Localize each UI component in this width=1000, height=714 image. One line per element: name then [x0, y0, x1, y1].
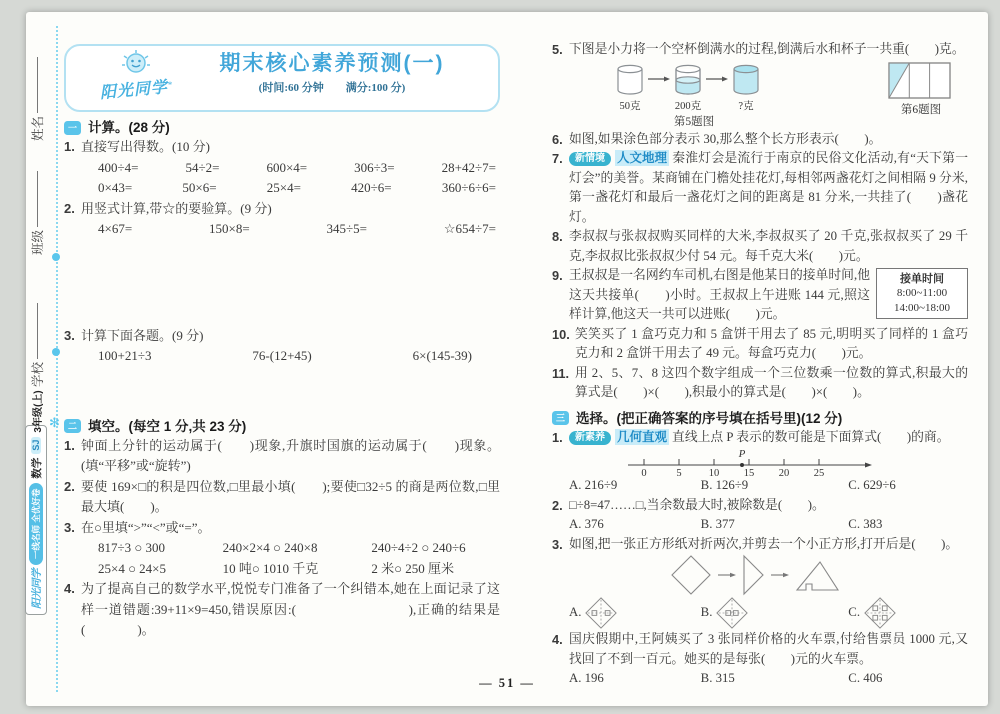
name-blank-line — [36, 57, 38, 113]
shaded-rectangle-figure — [888, 62, 954, 121]
point-p-dot — [740, 463, 744, 467]
comparison: 817÷3 ○ 300 — [98, 540, 165, 555]
question-text: 直线上点 P 表示的数可能是下面算式( )的商。 — [672, 429, 950, 444]
question-number: 1. — [64, 139, 75, 154]
question-number: 2. — [552, 497, 563, 513]
question-number: 8. — [552, 229, 563, 244]
calc-q1-label — [64, 137, 500, 158]
test-title-box — [64, 44, 500, 112]
option: A. 376 — [569, 517, 604, 531]
section-three-icon: 三 — [552, 411, 569, 425]
option: B. 377 — [700, 517, 735, 531]
work-space — [64, 240, 500, 326]
section-one-icon: 一 — [64, 121, 81, 135]
section-choice-heading — [552, 411, 968, 426]
fill-q3-label — [64, 518, 500, 539]
binding-flower-icon: ✻ — [49, 415, 60, 430]
question-number: 4. — [64, 581, 75, 596]
spine-edition-badge: SJ — [31, 437, 41, 454]
question-text: 钟面上分针的运动属于( )现象,升旗时国旗的运动属于( )现象。(填“平移”或“旋转”) — [81, 437, 500, 473]
binding-dot-icon — [52, 253, 60, 261]
question-text: 下图是小力将一个空杯倒满水的过程,倒满后水和杯子一共重( )克。 — [569, 42, 965, 56]
expression: 420÷6= — [351, 180, 392, 195]
question-number: 5. — [552, 42, 563, 57]
order-time-afternoon: 14:00~18:00 — [893, 301, 951, 314]
student-class-field — [29, 171, 45, 255]
oral-calc-row-1 — [64, 158, 500, 179]
fold-sequence-figure — [552, 554, 968, 596]
expression: 6×(145-39) — [412, 348, 472, 363]
question-text: 秦淮灯会是流行于南京的民俗文化活动,有“天下第一灯会”的美誉。某商铺在门檐处挂花灯,每相邻两盏花灯之间相隔 9 分米,第一盏花灯和最后一盏花灯之间的距离是 81 分米,一共挂了( )盏花灯。 — [569, 151, 968, 224]
fill-q1 — [64, 436, 500, 477]
expression: 54÷2= — [185, 159, 220, 175]
fill-q4 — [64, 579, 500, 641]
page-title: 期末核心素养预测(一) — [219, 52, 445, 75]
fill-q11 — [552, 364, 968, 403]
figure6-caption: 第6题图 — [900, 103, 942, 116]
question-text: 用竖式计算,带☆的要验算。(9 分) — [81, 200, 272, 216]
section-calc-heading — [64, 120, 500, 135]
expression: 76-(12+45) — [252, 348, 312, 363]
book-spine-box — [25, 390, 47, 615]
question-text: 王叔叔是一名网约车司机,右图是他某日的接单时间,他这天共接单( )小时。王叔叔上午进账 144 元,照这样计算,他这天一共可以进账( )元。 — [569, 268, 870, 321]
option-letter: C. — [848, 605, 861, 620]
point-p-label: P — [738, 449, 746, 460]
sun-icon — [116, 49, 156, 75]
option: C. 406 — [848, 671, 883, 685]
section-fill-heading — [64, 419, 500, 434]
option-letter: A. — [569, 605, 582, 620]
class-label: 班级 — [31, 229, 45, 255]
expression: 306÷3= — [354, 159, 395, 175]
tick-label: 20 — [778, 468, 790, 477]
choice-q1 — [552, 428, 968, 448]
cups-figure — [610, 62, 778, 133]
publisher-logo — [80, 49, 192, 102]
student-name-field — [29, 57, 45, 141]
option: C. 629÷6 — [848, 478, 896, 492]
question-text: □÷8=47……□,当余数最大时,被除数是( )。 — [569, 497, 825, 512]
option-letter: B. — [700, 605, 713, 620]
figures-row — [552, 60, 968, 130]
tick-label: 0 — [641, 468, 647, 477]
question-text: 要使 169×□的积是四位数,□里最小填( );要使□32÷5 的商是两位数,□里最大填( )。 — [81, 478, 500, 514]
tick-label: 15 — [743, 468, 755, 477]
binding-dot-icon — [52, 348, 60, 356]
question-text: 如图,如果涂色部分表示 30,那么整个长方形表示( )。 — [569, 131, 882, 146]
cup-weight-label: 50克 — [619, 100, 641, 112]
compare-row-2 — [64, 559, 500, 580]
section-fill-title: 填空。(每空 1 分,共 23 分) — [88, 418, 247, 434]
fill-q9 — [552, 266, 968, 325]
left-column — [64, 44, 500, 641]
fill-q7 — [552, 149, 968, 227]
question-number: 3. — [552, 536, 563, 552]
option: C. 383 — [848, 517, 883, 531]
choice-q2-options — [552, 515, 968, 535]
binding-dotted-line — [56, 26, 58, 692]
work-space — [64, 367, 500, 411]
option: B. 126÷9 — [700, 478, 749, 492]
expression: 25×4= — [266, 180, 301, 195]
calc-q3-label — [64, 326, 500, 347]
comparison: 10 吨○ 1010 千克 — [222, 560, 319, 576]
fold-option-c — [848, 596, 968, 630]
student-school-field — [29, 303, 45, 387]
expression: ☆654÷7= — [443, 221, 496, 236]
fill-q5 — [552, 40, 968, 60]
section-calc-title: 计算。(28 分) — [88, 120, 170, 135]
order-time-title: 接单时间 — [900, 273, 944, 285]
comparison: 25×4 ○ 24×5 — [98, 560, 167, 576]
question-number: 11. — [552, 365, 570, 381]
question-text: 直接写出得数。(10 分) — [81, 139, 210, 154]
question-number: 2. — [64, 478, 75, 494]
option: A. 216÷9 — [569, 478, 618, 492]
fill-q10 — [552, 325, 968, 364]
question-number: 6. — [552, 131, 563, 147]
comparison: 240÷4÷2 ○ 240÷6 — [371, 540, 466, 555]
comparison: 240×2×4 ○ 240×8 — [222, 540, 318, 555]
spine-grade: 3年级(上) — [32, 390, 44, 433]
choice-q2 — [552, 496, 968, 516]
question-text: 计算下面各题。(9 分) — [81, 327, 204, 343]
expression: 150×8= — [209, 221, 250, 236]
expression: 600×4= — [266, 159, 308, 175]
expression: 360÷6÷6= — [441, 180, 496, 195]
fill-q2 — [64, 477, 500, 518]
cup-weight-label: ?克 — [738, 100, 754, 112]
mixed-calc-row — [64, 346, 500, 367]
expression: 4×67= — [98, 221, 133, 236]
tick-label: 25 — [813, 468, 825, 477]
question-number: 4. — [552, 632, 563, 647]
fold-option-b-figure — [715, 596, 749, 630]
question-text: 李叔叔与张叔叔购买同样的大米,李叔叔买了 20 千克,张叔叔买了 29 千克,李叔叔比张叔叔少付 54 元。每千克大米( )元。 — [569, 229, 968, 263]
logo-text: 阳光同学 — [99, 79, 169, 102]
option: A. 196 — [569, 671, 604, 685]
order-time-morning: 8:00~11:00 — [896, 287, 948, 300]
question-number: 3. — [64, 519, 75, 535]
question-text: 用 2、5、7、8 这四个数字组成一个三位数乘一位数的算式,积最大的算式是( )×( ),积最小的算式是( )×( )。 — [575, 365, 968, 399]
question-text: 为了提高自己的数学水平,悦悦专门准备了一个纠错本,她在上面记录了这样一道错题:39+11×9=450,错误原因:( ),正确的结果是( )。 — [81, 581, 500, 637]
section-two-icon: 二 — [64, 419, 81, 433]
question-text: 如图,把一张正方形纸对折两次,并剪去一个小正方形,打开后是( )。 — [569, 536, 959, 551]
new-literacy-badge: 新素养 — [569, 431, 611, 445]
geometric-intuition-tag: 几何直观 — [617, 429, 668, 444]
tick-label: 10 — [708, 468, 720, 477]
spine-series-badge: 一线名师 全优好卷 — [29, 483, 43, 565]
expression: 345÷5= — [326, 221, 367, 236]
order-time-box — [876, 268, 968, 319]
class-blank-line — [36, 171, 38, 227]
page-number: — 51 — — [479, 676, 535, 690]
question-number: 3. — [64, 327, 75, 343]
fill-q6 — [552, 130, 968, 150]
question-number: 10. — [552, 326, 570, 342]
section-choice-title: 选择。(把正确答案的序号填在括号里)(12 分) — [576, 410, 843, 426]
spine-logo: 阳光同学 — [30, 569, 43, 609]
expression: 100+21÷3 — [98, 348, 152, 363]
new-context-badge: 新情境 — [569, 152, 611, 166]
expression: 28+42÷7= — [441, 159, 496, 175]
comparison: 2 米○ 250 厘米 — [371, 560, 454, 576]
tick-label: 5 — [676, 468, 682, 477]
fold-option-a-figure — [584, 596, 618, 630]
choice-q1-options — [552, 476, 968, 496]
cup-weight-label: 200克 — [674, 100, 702, 112]
humanities-geography-tag: 人文地理 — [617, 151, 668, 165]
question-text: 国庆假期中,王阿姨买了 3 张同样价格的火车票,付给售票员 1000 元,又找回了不到一百元。她买的是每张( )元的火车票。 — [569, 632, 968, 666]
question-number: 1. — [552, 429, 563, 445]
right-column — [552, 40, 968, 689]
test-time-score: (时间:60 分钟 满分:100 分) — [258, 81, 406, 94]
expression: 400÷4= — [98, 159, 139, 175]
question-text: 笑笑买了 1 盒巧克力和 5 盒饼干用去了 85 元,明明买了同样的 1 盒巧克力和 2 盒饼干用去了 49 元。每盒巧克力( )元。 — [575, 326, 968, 360]
spine-subject: 数学 — [30, 457, 43, 479]
fill-q8 — [552, 227, 968, 266]
choice-q3 — [552, 535, 968, 555]
figure5-caption: 第5题图 — [673, 115, 715, 128]
expression: 50×6= — [182, 180, 217, 195]
logo-mark: * — [167, 80, 173, 90]
question-text: 在○里填“>”“<”或“=”。 — [81, 519, 211, 535]
vertical-calc-row — [64, 219, 500, 240]
number-line-figure — [626, 449, 968, 475]
question-number: 9. — [552, 268, 563, 283]
question-number: 2. — [64, 200, 75, 216]
oral-calc-row-2 — [64, 178, 500, 199]
option: B. 315 — [700, 671, 735, 685]
school-blank-line — [36, 303, 38, 359]
compare-row-1 — [64, 538, 500, 559]
fold-option-c-figure — [863, 596, 897, 630]
question-number: 7. — [552, 151, 563, 166]
school-label: 学校 — [31, 361, 45, 387]
choice-q3-options — [552, 596, 968, 630]
fold-option-b — [701, 596, 849, 630]
fold-option-a — [569, 596, 701, 630]
question-number: 1. — [64, 437, 75, 453]
expression: 0×43= — [98, 180, 133, 195]
name-label: 姓名 — [31, 115, 45, 141]
calc-q2-label — [64, 199, 500, 220]
choice-q4 — [552, 630, 968, 669]
